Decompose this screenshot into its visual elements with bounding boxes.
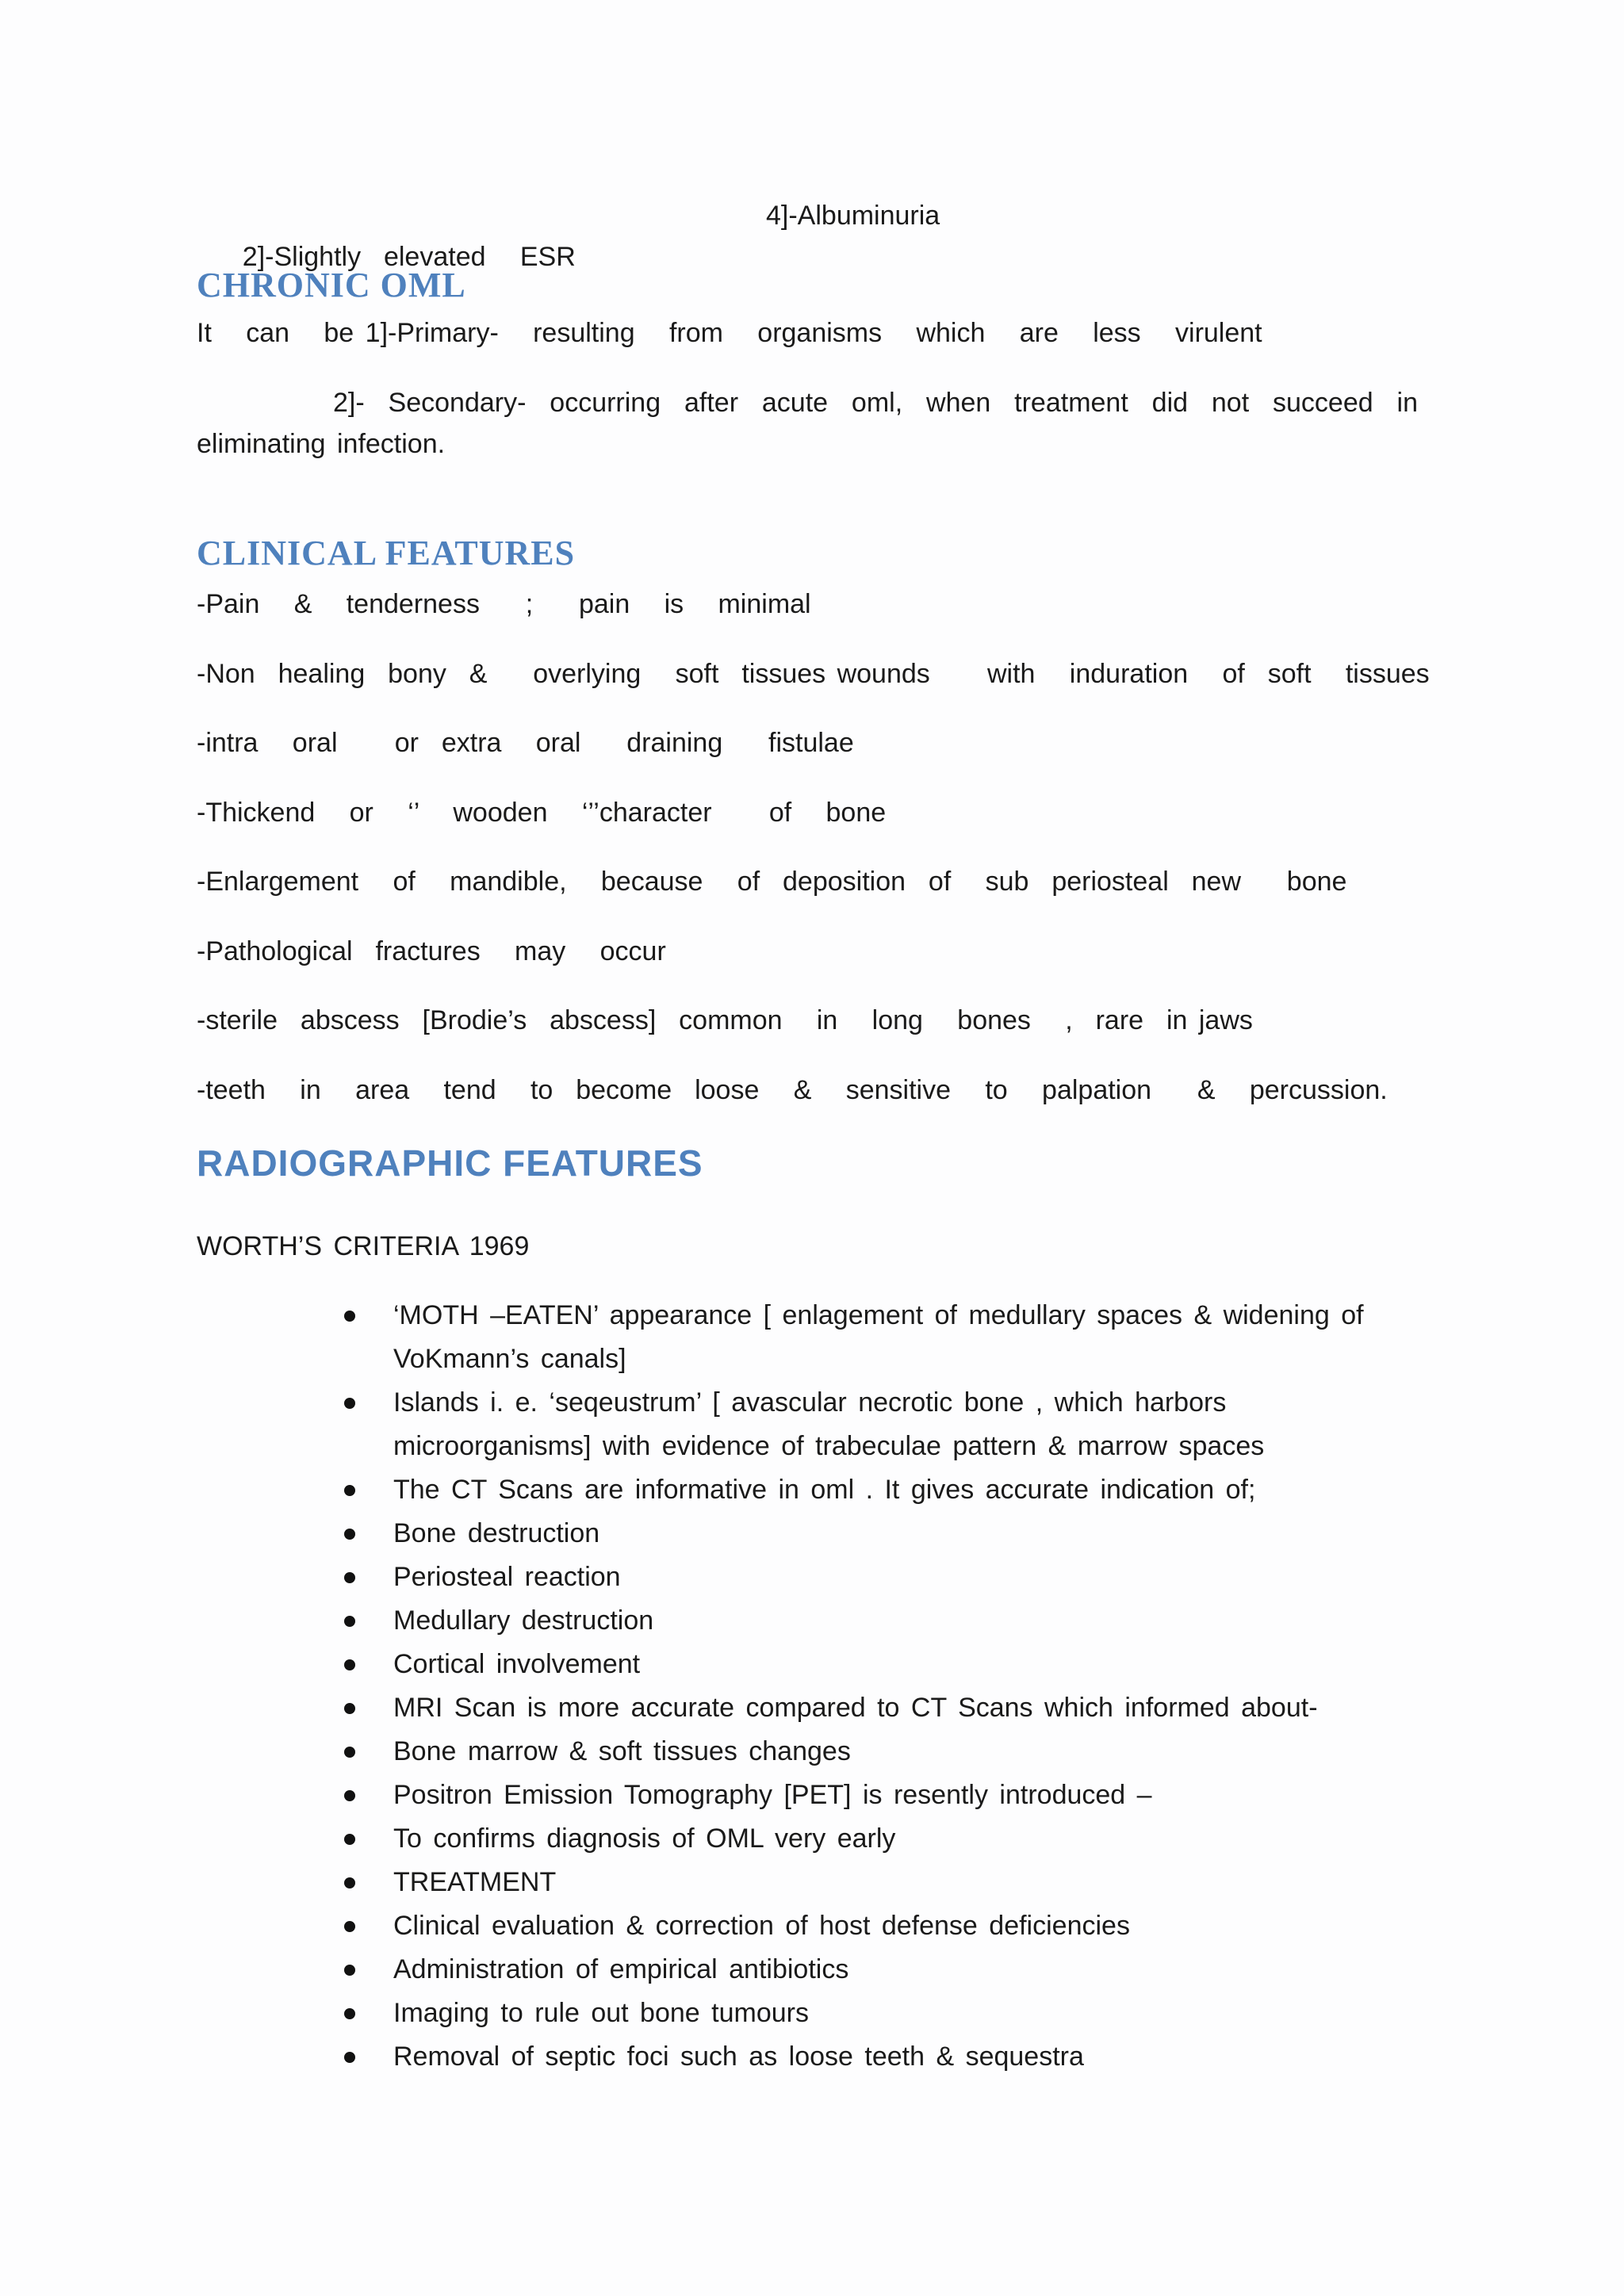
chronic-line-2: 2]- Secondary- occurring after acute oml, when treatment did not succeed in eliminating infection. [197,388,1418,459]
list-item [341,1992,1419,2035]
bullet-icon [344,2052,355,2063]
list-item-text: MRI Scan is more accurate compared to CT Scans which informed about- [393,1693,1318,1723]
bullet-icon [344,1921,355,1932]
list-item-text: Clinical evaluation & correction of host defense deficiencies [393,1911,1130,1941]
bullet-icon [344,1398,355,1409]
list-item [341,1468,1419,1512]
chronic-line-1: It can be 1]-Primary- resulting from organisms which are less virulent [197,318,1262,348]
bullet-icon [344,1529,355,1540]
list-item-text: Medullary destruction [393,1605,654,1636]
list-item-text: Cortical involvement [393,1649,641,1679]
list-item-text: Removal of septic foci such as loose teeth & sequestra [393,2042,1084,2072]
bullet-icon [344,1790,355,1801]
bullet-icon [344,1834,355,1845]
list-item-text: To confirms diagnosis of OML very early [393,1823,896,1854]
list-item-text: Bone marrow & soft tissues changes [393,1736,851,1766]
clinical-item: -teeth in area tend to become loose & sensitive to palpation & percussion. [197,1075,1388,1105]
list-item [341,1948,1419,1992]
list-item [341,1817,1419,1861]
bullet-icon [344,1485,355,1496]
list-item-text: Islands i. e. ‘seqeustrum’ [ avascular necrotic bone , which harbors microorganisms] with evidence of trabeculae pattern & marrow spaces [393,1387,1265,1461]
list-item [341,1861,1419,1904]
clinical-item: -Pathological fractures may occur [197,936,666,966]
bullet-icon [344,1877,355,1888]
list-item-text: The CT Scans are informative in oml . It gives accurate indication of; [393,1475,1256,1505]
clinical-item: -sterile abscess [Brodie’s abscess] common in long bones , rare in jaws [197,1005,1253,1035]
bullet-icon [344,1616,355,1627]
bullet-icon [344,1965,355,1976]
list-item [341,1643,1419,1686]
clinical-item: -intra oral or extra oral draining fistulae [197,728,854,758]
bullet-icon [344,1311,355,1322]
radiographic-bullet-list [341,1294,1419,2079]
esr-text: 2]-Slightly elevated ESR [242,242,576,272]
list-item-text: TREATMENT [393,1867,557,1897]
list-item-text: Imaging to rule out bone tumours [393,1998,809,2028]
albuminuria-text: 4]-Albuminuria [766,201,940,231]
list-item [341,1599,1419,1643]
list-item [341,2035,1419,2079]
bullet-icon [344,1659,355,1670]
list-item [341,1556,1419,1599]
list-item-text: ‘MOTH –EATEN’ appearance [ enlagement of medullary spaces & widening of VoKmann’s canals] [393,1300,1364,1374]
clinical-item: -Pain & tenderness ; pain is minimal [197,589,811,619]
clinical-item: -Enlargement of mandible, because of deposition of sub periosteal new bone [197,867,1347,897]
list-item [341,1904,1419,1948]
chronic-oml-heading: CHRONIC OML [197,266,466,304]
list-item-text: Bone destruction [393,1518,600,1548]
list-item [341,1294,1419,1381]
bullet-icon [344,1703,355,1714]
list-item [341,1730,1419,1774]
radiographic-features-heading: RADIOGRAPHIC FEATURES [197,1142,703,1184]
clinical-item: -Non healing bony & overlying soft tissues wounds with induration of soft tissues [197,659,1430,689]
bullet-icon [344,2008,355,2019]
worths-criteria: WORTH’S CRITERIA 1969 [197,1231,530,1261]
list-item-text: Administration of empirical antibiotics [393,1954,849,1984]
bullet-icon [344,1572,355,1583]
clinical-features-heading: CLINICAL FEATURES [197,534,576,572]
list-item [341,1381,1419,1468]
list-item-text: Periosteal reaction [393,1562,621,1592]
clinical-item: -Thickend or ‘’ wooden ‘’’character of bone [197,798,887,828]
list-item [341,1774,1419,1817]
bullet-icon [344,1747,355,1758]
list-item [341,1686,1419,1730]
list-item [341,1512,1419,1556]
list-item-text: Positron Emission Tomography [PET] is resently introduced – [393,1780,1152,1810]
